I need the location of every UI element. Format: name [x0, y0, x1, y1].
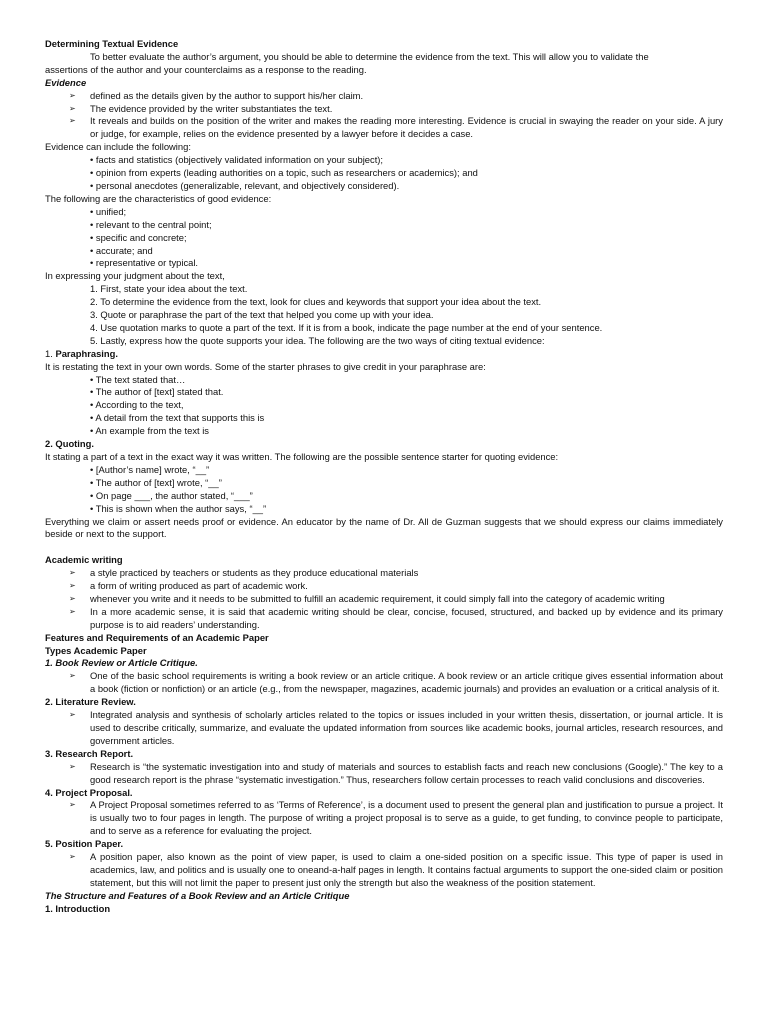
paper-type-text: Research is “the systematic investigation into and study of materials and sources to establish facts and reach new conclusions (Google).” The key to a good research report is the phrase “systematic investigation.” Thus, researchers follow certain processes to reach valid conclusions and discoveries.	[90, 760, 723, 785]
bullet-icon: •	[90, 218, 94, 230]
paper-type-description	[45, 799, 723, 838]
paper-type-title: 2. Literature Review.	[45, 696, 136, 708]
numbered-step: 4. Use quotation marks to quote a part of the text. If it is from a book, indicate the page number at the end of your sentence.	[90, 321, 603, 333]
academic-point-text: a form of writing produced as part of academic work.	[90, 580, 308, 592]
bullet-icon: •	[90, 231, 94, 243]
arrow-bullet-icon: ➢	[69, 116, 76, 126]
list-item-text: This is shown when the author says, “__”	[95, 502, 267, 514]
features-heading: Features and Requirements of an Academic Paper	[45, 631, 269, 643]
academic-point-text: whenever you write and it needs to be submitted to fulfill an academic requirement, it could simply fall into the category of academic writing	[90, 592, 665, 604]
list-item	[45, 490, 723, 503]
types-heading: Types Academic Paper	[45, 644, 147, 656]
quoting-description: It stating a part of a text in the exact way it was written. The following are the possible sentence starter for quoting evidence:	[45, 451, 559, 462]
list-item	[45, 232, 723, 245]
bullet-icon: •	[90, 412, 94, 424]
paraphrasing-title: Paraphrasing.	[55, 347, 118, 359]
academic-point-text: In a more academic sense, it is said that academic writing should be clear, concise, focused, structured, and backed up by evidence and its primary purpose is to aid readers’ understanding.	[90, 605, 723, 630]
bullet-icon: •	[90, 399, 94, 411]
arrow-bullet-icon: ➢	[69, 568, 76, 578]
academic-point	[45, 567, 723, 580]
list-item	[45, 399, 723, 412]
arrow-bullet-icon: ➢	[69, 710, 76, 720]
paper-type-description	[45, 709, 723, 748]
bullet-icon: •	[90, 425, 94, 437]
bullet-icon: •	[90, 476, 94, 488]
list-item-text: unified;	[95, 205, 127, 217]
bullet-icon: •	[90, 463, 94, 475]
list-item-text: relevant to the central point;	[95, 218, 212, 230]
list-item-text: According to the text,	[95, 399, 184, 411]
list-item-text: The author of [text] wrote, “__”	[95, 476, 222, 488]
bullet-icon: •	[90, 386, 94, 398]
spacer	[45, 541, 723, 554]
list-item	[45, 386, 723, 399]
list-item-text: personal anecdotes (generalizable, relevant, and objectively considered).	[95, 179, 400, 191]
list-item	[45, 219, 723, 232]
arrow-bullet-icon: ➢	[69, 593, 76, 603]
bullet-icon: •	[90, 489, 94, 501]
academic-point	[45, 606, 723, 632]
structure-heading: The Structure and Features of a Book Review and an Article Critique	[45, 889, 350, 901]
evidence-point-text: It reveals and builds on the position of the writer and makes the reading more interesting. Evidence is crucial in swaying the reader on your side. A jury or judge, for example, relies on the evidence presented by a lawyer before it decides a case.	[90, 115, 723, 140]
arrow-bullet-icon: ➢	[69, 90, 76, 100]
list-item	[45, 464, 723, 477]
list-item-text: representative or typical.	[95, 257, 199, 269]
paper-type-title: 3. Research Report.	[45, 747, 134, 759]
paraphrasing-number: 1.	[45, 347, 56, 359]
bullet-icon: •	[90, 205, 94, 217]
claims-paragraph: Everything we claim or assert needs proof or evidence. An educator by the name of Dr. All de Guzman suggests that we should express our claims immediately beside or next to the support.	[45, 515, 723, 540]
paper-type-text: A Project Proposal sometimes referred to as ‘Terms of Reference’, is a document used to present the general plan and justification to pursue a project. It is usually two to four pages in length. The purpose of writing a project proposal is to serve as a guide, to get funding, to convince people to participate, and to serve as a reference for evaluating the project.	[90, 799, 723, 837]
numbered-step: 2. To determine the evidence from the text, look for clues and keywords that support your idea about the text.	[90, 296, 542, 308]
evidence-point-text: defined as the details given by the author to support his/her claim.	[90, 89, 364, 101]
evidence-point	[45, 115, 723, 141]
bullet-icon: •	[90, 154, 94, 166]
numbered-step: 5. Lastly, express how the quote supports your idea. The following are the two ways of citing textual evidence:	[90, 334, 545, 346]
paper-type-description	[45, 670, 723, 696]
arrow-bullet-icon: ➢	[69, 671, 76, 681]
academic-point	[45, 593, 723, 606]
introduction-heading: 1. Introduction	[45, 902, 111, 914]
paper-type-title: 1. Book Review or Article Critique.	[45, 657, 198, 669]
arrow-bullet-icon: ➢	[69, 800, 76, 810]
academic-point	[45, 580, 723, 593]
list-item-text: On page ___, the author stated, “___”	[95, 489, 253, 501]
evidence-include-label: Evidence can include the following:	[45, 141, 191, 153]
bullet-icon: •	[90, 257, 94, 269]
paper-type-title: 4. Project Proposal.	[45, 786, 133, 798]
bullet-icon: •	[90, 244, 94, 256]
list-item-text: The author of [text] stated that.	[95, 386, 224, 398]
list-item	[45, 503, 723, 516]
list-item	[45, 477, 723, 490]
list-item-text: opinion from experts (leading authorities on a topic, such as researchers or academics); and	[95, 167, 478, 179]
bullet-icon: •	[90, 373, 94, 385]
evidence-heading: Evidence	[45, 76, 87, 88]
intro-paragraph-line-1: To better evaluate the author’s argument, you should be able to determine the evidence from the text. This will allow you to validate the	[90, 50, 649, 62]
list-item-text: [Author’s name] wrote, “__”	[95, 463, 210, 475]
list-item	[45, 425, 723, 438]
list-item	[45, 180, 723, 193]
paper-type-text: Integrated analysis and synthesis of scholarly articles related to the topics or issues included in your written thesis, dissertation, or journal article. It is used to describe critically, summarize, and evaluate the updated information from sources like academic books, journal articles, research resources, and government articles.	[90, 709, 723, 746]
arrow-bullet-icon: ➢	[69, 852, 76, 862]
list-item-text: facts and statistics (objectively validated information on your subject);	[95, 154, 384, 166]
paraphrasing-heading	[45, 348, 723, 361]
list-item-text: An example from the text is	[95, 425, 209, 437]
bullet-icon: •	[90, 179, 94, 191]
paper-type-description	[45, 761, 723, 787]
arrow-bullet-icon: ➢	[69, 581, 76, 591]
list-item-text: A detail from the text that supports this is	[95, 412, 265, 424]
academic-writing-heading: Academic writing	[45, 554, 123, 566]
evidence-point-text: The evidence provided by the writer substantiates the text.	[90, 102, 333, 114]
bullet-icon: •	[90, 502, 94, 514]
list-item	[45, 245, 723, 258]
academic-point-text: a style practiced by teachers or students as they produce educational materials	[90, 567, 419, 579]
expressing-label: In expressing your judgment about the text,	[45, 270, 225, 282]
list-item	[45, 412, 723, 425]
intro-paragraph-line-2: assertions of the author and your counterclaims as a response to the reading.	[45, 63, 367, 75]
good-evidence-label: The following are the characteristics of good evidence:	[45, 192, 272, 204]
paper-type-text: A position paper, also known as the point of view paper, is used to claim a one-sided position on a specific issue. This type of paper is used in academics, law, and politics and is usually one to oneand-a-half pages in length. It contains factual arguments to support the one-sided claim or position statement, but this will not limit the paper to present just only the strength but also the weakness of the position statement.	[90, 851, 723, 888]
document-title: Determining Textual Evidence	[45, 38, 179, 49]
quoting-heading: 2. Quoting.	[45, 438, 94, 450]
bullet-icon: •	[90, 167, 94, 179]
evidence-point	[45, 103, 723, 116]
list-item	[45, 257, 723, 270]
arrow-bullet-icon: ➢	[69, 606, 76, 616]
list-item	[45, 206, 723, 219]
paper-type-text: One of the basic school requirements is writing a book review or an article critique. A book review or an article critique gives essential information about a book (fiction or nonfiction) or an article (e.g., from the newspaper, magazines, academic journals) and provides an evaluation or a critical analysis of it.	[90, 670, 723, 695]
arrow-bullet-icon: ➢	[69, 761, 76, 771]
numbered-step: 3. Quote or paraphrase the part of the text that helped you come up with your idea.	[90, 309, 434, 321]
list-item-text: specific and concrete;	[95, 231, 187, 243]
list-item	[45, 154, 723, 167]
paper-type-description	[45, 851, 723, 890]
list-item-text: accurate; and	[95, 244, 153, 256]
numbered-step: 1. First, state your idea about the text.	[90, 283, 248, 295]
document-page	[45, 38, 723, 916]
list-item	[45, 167, 723, 180]
list-item	[45, 374, 723, 387]
evidence-point	[45, 90, 723, 103]
arrow-bullet-icon: ➢	[69, 103, 76, 113]
list-item-text: The text stated that…	[95, 373, 186, 385]
paraphrasing-description: It is restating the text in your own words. Some of the starter phrases to give credit in your paraphrase are:	[45, 360, 486, 372]
paper-type-title: 5. Position Paper.	[45, 838, 124, 850]
